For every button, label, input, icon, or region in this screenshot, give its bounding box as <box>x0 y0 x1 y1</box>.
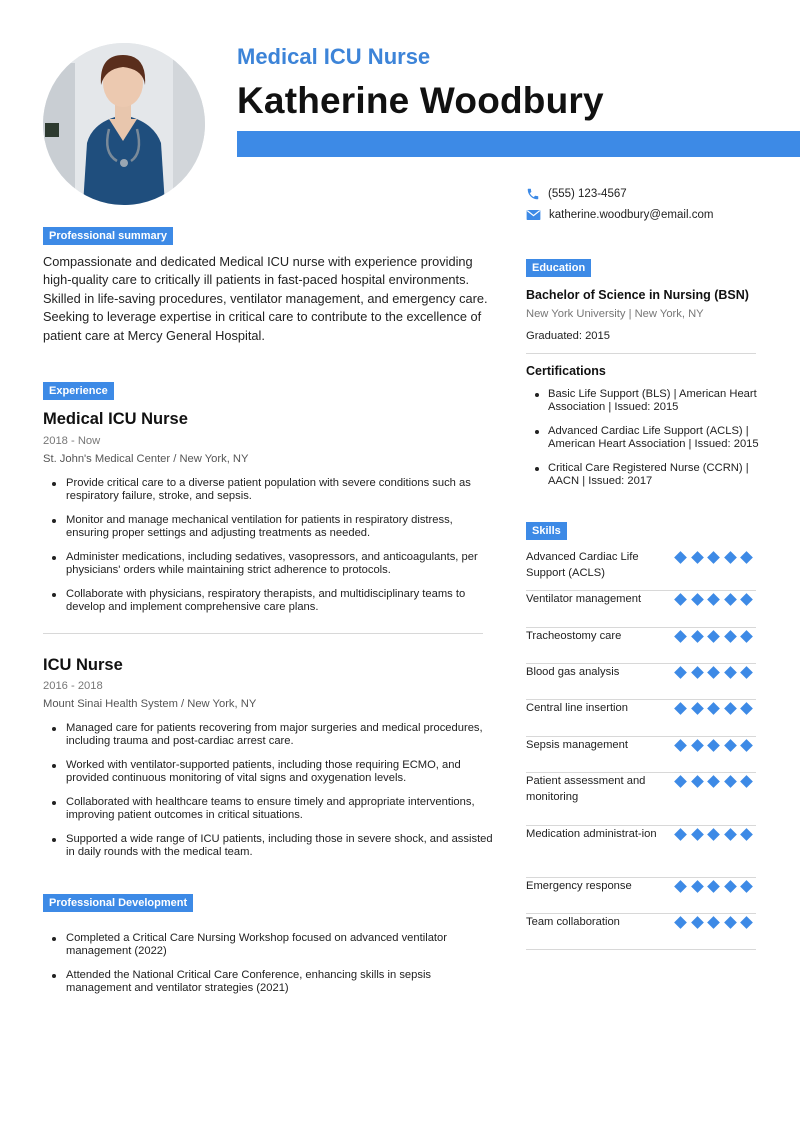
rating-diamond-icon <box>741 551 754 564</box>
rating-diamond-icon <box>724 630 737 643</box>
skill-name: Medication administrat-ion <box>526 828 657 840</box>
rating-diamond-icon <box>691 666 704 679</box>
rating-diamond-icon <box>674 828 687 841</box>
rating-diamond-icon <box>741 916 754 929</box>
contact-email <box>526 209 713 221</box>
rating-diamond-icon <box>741 739 754 752</box>
skill-row <box>526 878 756 914</box>
list-item: Basic Life Support (BLS) | American Heart Association | Issued: 2015 <box>530 388 770 414</box>
rating-diamond-icon <box>724 551 737 564</box>
skill-rating <box>676 553 759 562</box>
list-item: Collaborate with physicians, respiratory therapists, and multidisciplinary teams to develop and implement comprehensive care plans. <box>48 588 498 614</box>
experience-1-title: Medical ICU Nurse <box>43 410 188 428</box>
email-address: katherine.woodbury@email.com <box>549 209 714 221</box>
skill-row <box>526 549 756 591</box>
rating-diamond-icon <box>724 775 737 788</box>
rating-diamond-icon <box>741 630 754 643</box>
list-item: Completed a Critical Care Nursing Workshop focused on advanced ventilator management (2022) <box>48 932 498 958</box>
rating-diamond-icon <box>724 593 737 606</box>
rating-diamond-icon <box>674 916 687 929</box>
summary-section-label: Professional summary <box>43 227 173 245</box>
skill-name: Tracheostomy care <box>526 630 622 642</box>
rating-diamond-icon <box>707 775 720 788</box>
rating-diamond-icon <box>691 702 704 715</box>
experience-2-org: Mount Sinai Health System / New York, NY <box>43 698 257 710</box>
nurse-portrait-image <box>43 43 205 205</box>
education-graduated: Graduated: 2015 <box>526 330 610 342</box>
rating-diamond-icon <box>741 775 754 788</box>
rating-diamond-icon <box>741 880 754 893</box>
skill-row <box>526 664 756 700</box>
list-item: Critical Care Registered Nurse (CCRN) | AACN | Issued: 2017 <box>530 462 770 488</box>
rating-diamond-icon <box>707 828 720 841</box>
skill-name: Patient assessment and monitoring <box>526 775 646 803</box>
skill-rating <box>676 632 759 641</box>
skill-name: Advanced Cardiac Life Support (ACLS) <box>526 551 639 579</box>
rating-diamond-icon <box>707 739 720 752</box>
rating-diamond-icon <box>724 666 737 679</box>
rating-diamond-icon <box>674 666 687 679</box>
list-item: Provide critical care to a diverse patient population with severe conditions such as respiratory failure, stroke, and sepsis. <box>48 477 498 503</box>
rating-diamond-icon <box>691 916 704 929</box>
skill-name: Central line insertion <box>526 702 628 714</box>
education-degree: Bachelor of Science in Nursing (BSN) <box>526 288 749 302</box>
skill-name: Ventilator management <box>526 593 642 605</box>
experience-section-label: Experience <box>43 382 114 400</box>
rating-diamond-icon <box>691 775 704 788</box>
certifications-list <box>530 388 770 499</box>
development-section-label: Professional Development <box>43 894 193 912</box>
rating-diamond-icon <box>741 666 754 679</box>
candidate-name: Katherine Woodbury <box>237 80 604 121</box>
job-title: Medical ICU Nurse <box>237 44 431 69</box>
rating-diamond-icon <box>674 775 687 788</box>
list-item: Managed care for patients recovering from major surgeries and medical procedures, including trauma and post-cardiac arrest care. <box>48 722 498 748</box>
email-icon <box>526 209 541 221</box>
skill-row <box>526 914 756 950</box>
rating-diamond-icon <box>691 593 704 606</box>
list-item: Supported a wide range of ICU patients, including those in severe shock, and assisted in daily rounds with the medical team. <box>48 833 498 859</box>
rating-diamond-icon <box>674 702 687 715</box>
experience-divider <box>43 633 483 634</box>
skill-rating <box>676 777 759 786</box>
rating-diamond-icon <box>707 551 720 564</box>
phone-icon <box>526 187 540 201</box>
rating-diamond-icon <box>707 593 720 606</box>
skill-name: Team collaboration <box>526 916 620 928</box>
rating-diamond-icon <box>674 739 687 752</box>
skill-name: Sepsis management <box>526 739 628 751</box>
rating-diamond-icon <box>741 593 754 606</box>
skill-rating <box>676 595 759 604</box>
list-item: Collaborated with healthcare teams to ensure timely and appropriate interventions, improving patient outcomes in critical situations. <box>48 796 498 822</box>
rating-diamond-icon <box>741 828 754 841</box>
skill-row <box>526 737 756 773</box>
list-item: Monitor and manage mechanical ventilation for patients in respiratory distress, ensuring proper settings and adjusting treatments as needed. <box>48 514 498 540</box>
skill-name: Blood gas analysis <box>526 666 620 678</box>
rating-diamond-icon <box>691 739 704 752</box>
rating-diamond-icon <box>724 702 737 715</box>
certifications-heading: Certifications <box>526 364 606 378</box>
education-school: New York University | New York, NY <box>526 308 704 320</box>
skill-rating <box>676 704 759 713</box>
skill-rating <box>676 882 759 891</box>
skill-row <box>526 700 756 737</box>
rating-diamond-icon <box>691 828 704 841</box>
rating-diamond-icon <box>707 666 720 679</box>
profile-photo <box>43 43 205 205</box>
contact-phone <box>526 187 627 201</box>
education-divider <box>526 353 756 354</box>
skill-rating <box>676 830 759 839</box>
rating-diamond-icon <box>724 828 737 841</box>
experience-2-bullets <box>48 722 498 870</box>
skill-row <box>526 628 756 664</box>
skills-section-label: Skills <box>526 522 567 540</box>
skill-row <box>526 591 756 628</box>
rating-diamond-icon <box>674 551 687 564</box>
rating-diamond-icon <box>691 630 704 643</box>
skill-name: Emergency response <box>526 880 632 892</box>
header-accent-bar <box>237 131 800 157</box>
experience-1-org: St. John's Medical Center / New York, NY <box>43 453 249 465</box>
list-item: Attended the National Critical Care Conference, enhancing skills in sepsis management and ventilator strategies (2021) <box>48 969 498 995</box>
rating-diamond-icon <box>724 916 737 929</box>
experience-2-dates: 2016 - 2018 <box>43 680 103 692</box>
list-item: Worked with ventilator-supported patients, including those requiring ECMO, and provided continuous monitoring of vital signs and oxygenation levels. <box>48 759 498 785</box>
summary-text: Compassionate and dedicated Medical ICU nurse with experience providing high-quality care to critically ill patients in fast-paced hospital environments. Skilled in life-saving procedures, ventilator management, and emergency care. Seeking to leverage expertise in critical care to contribute to the excellence of patient care at Mercy General Hospital. <box>43 254 488 343</box>
development-bullets <box>48 932 498 1006</box>
list-item: Administer medications, including sedatives, vasopressors, and anticoagulants, per physicians' orders while maintaining strict adherence to protocols. <box>48 551 498 577</box>
skill-row <box>526 773 756 826</box>
list-item: Advanced Cardiac Life Support (ACLS) | American Heart Association | Issued: 2015 <box>530 425 770 451</box>
rating-diamond-icon <box>691 551 704 564</box>
skill-row <box>526 826 756 878</box>
rating-diamond-icon <box>674 630 687 643</box>
rating-diamond-icon <box>707 702 720 715</box>
rating-diamond-icon <box>691 880 704 893</box>
rating-diamond-icon <box>707 916 720 929</box>
experience-1-dates: 2018 - Now <box>43 435 101 447</box>
skill-rating <box>676 918 759 927</box>
rating-diamond-icon <box>741 702 754 715</box>
phone-number: (555) 123-4567 <box>548 188 627 200</box>
experience-1-bullets <box>48 477 498 625</box>
rating-diamond-icon <box>707 630 720 643</box>
rating-diamond-icon <box>724 739 737 752</box>
education-section-label: Education <box>526 259 591 277</box>
rating-diamond-icon <box>674 593 687 606</box>
skill-rating <box>676 668 759 677</box>
skill-rating <box>676 741 759 750</box>
experience-2-title: ICU Nurse <box>43 656 123 674</box>
rating-diamond-icon <box>724 880 737 893</box>
rating-diamond-icon <box>674 880 687 893</box>
rating-diamond-icon <box>707 880 720 893</box>
